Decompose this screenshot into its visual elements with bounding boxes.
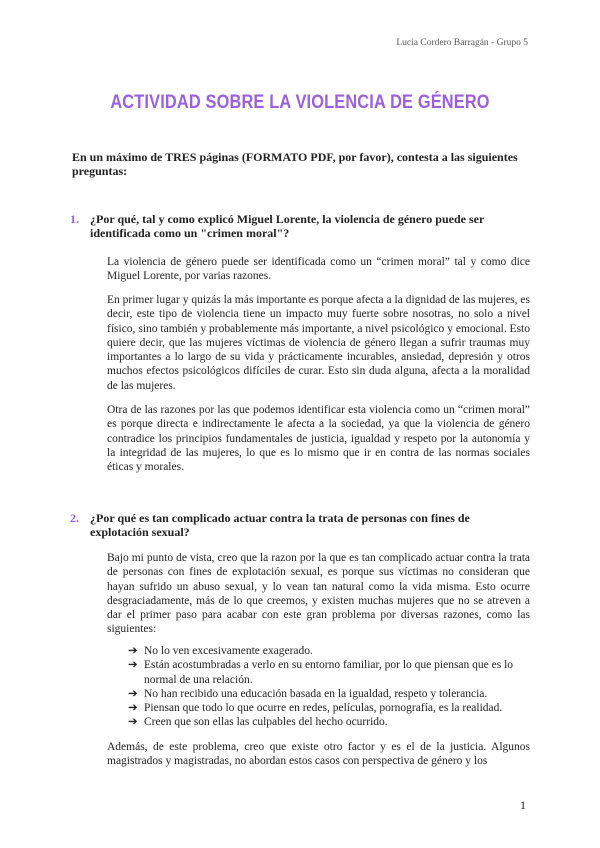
arrow-bullet-icon: ➔ <box>128 687 138 700</box>
arrow-bullet-icon: ➔ <box>128 702 138 715</box>
list-item: ➔ Están acostumbradas a verlo en su entorno familiar, por lo que piensan que es lo normal de una relación. <box>128 659 514 686</box>
page-header: Lucía Cordero Barragán - Grupo 5 <box>396 38 528 48</box>
question-2 <box>70 511 530 539</box>
arrow-bullet-icon: ➔ <box>128 716 138 729</box>
answer-1-paragraph-3: Otra de las razones por las que podemos identificar esta violencia como un “crimen moral” es porque directa e indirectamente le afecta a la sociedad, ya que la violencia de género contradice los principios fundamentales de justicia, igualdad y respeto por la autonomía y la integridad de las mujeres, lo que es lo mismo que ir en contra de las normas sociales éticas y morales. <box>107 404 530 474</box>
answer-2-paragraph-1: Bajo mi punto de vista, creo que la razon por la que es tan complicado actuar contra la trata de personas con fines de explotación sexual, es porque sus víctimas no consideran que hayan sufrido un abuso sexual, y lo vean tan natural como la vida misma. Esto ocurre desgraciadamente, más de lo que creemos, y existen muchas mujeres que no se atreven a dar el primer paso para acabar con este gran problema por diversas razones, como las siguientes: <box>107 552 530 636</box>
answer-1-paragraph-2: En primer lugar y quizás la más importante es porque afecta a la dignidad de las mujeres, es decir, este tipo de violencia tiene un impacto muy fuerte sobre nosotras, no solo a nivel físico, sino también y probablemente más importante, a nivel psicológico y emocional. Esto quiere decir, que las mujeres víctimas de violencia de género llegan a sufrir traumas muy importantes a lo largo de su vida y prácticamente incurables, ansiedad, depresión y otros muchos efectos psicológicos difíciles de curar. Esto sin duda alguna, afecta a la moralidad de las mujeres. <box>107 294 530 392</box>
intro-instructions: En un máximo de TRES páginas (FORMATO PDF, por favor), contesta a las siguientes preguntas: <box>72 150 518 178</box>
answer-1-paragraph-1: La violencia de género puede ser identificada como un “crimen moral” tal y como dice Miguel Lorente, por varias razones. <box>107 256 530 283</box>
arrow-bullet-icon: ➔ <box>128 645 138 657</box>
question-2-text: ¿Por qué es tan complicado actuar contra la trata de personas con fines de explotación sexual? <box>90 511 470 539</box>
question-1-number: 1. <box>70 212 79 226</box>
reasons-list <box>128 644 530 730</box>
answer-2-paragraph-2: Además, de este problema, creo que existe otro factor y es el de la justicia. Algunos magistrados y magistradas, no abordan estos casos con perspectiva de género y los <box>107 741 530 768</box>
list-item: ➔ Creen que son ellas las culpables del hecho ocurrido. <box>128 716 388 729</box>
list-item: ➔ No han recibido una educación basada en la igualdad, respeto y tolerancia. <box>128 687 488 700</box>
page-number: 1 <box>520 798 526 812</box>
question-1 <box>70 212 530 240</box>
arrow-bullet-icon: ➔ <box>128 659 138 672</box>
document-title: ACTIVIDAD SOBRE LA VIOLENCIA DE GÉNERO <box>110 92 490 113</box>
list-item: ➔ No lo ven excesivamente exagerado. <box>128 645 313 657</box>
question-2-number: 2. <box>70 511 79 525</box>
question-1-text: ¿Por qué, tal y como explicó Miguel Lorente, la violencia de género puede ser identificada como un "crimen moral"? <box>90 212 485 240</box>
list-item: ➔ Piensan que todo lo que ocurre en redes, películas, pornografía, es la realidad. <box>128 702 503 715</box>
